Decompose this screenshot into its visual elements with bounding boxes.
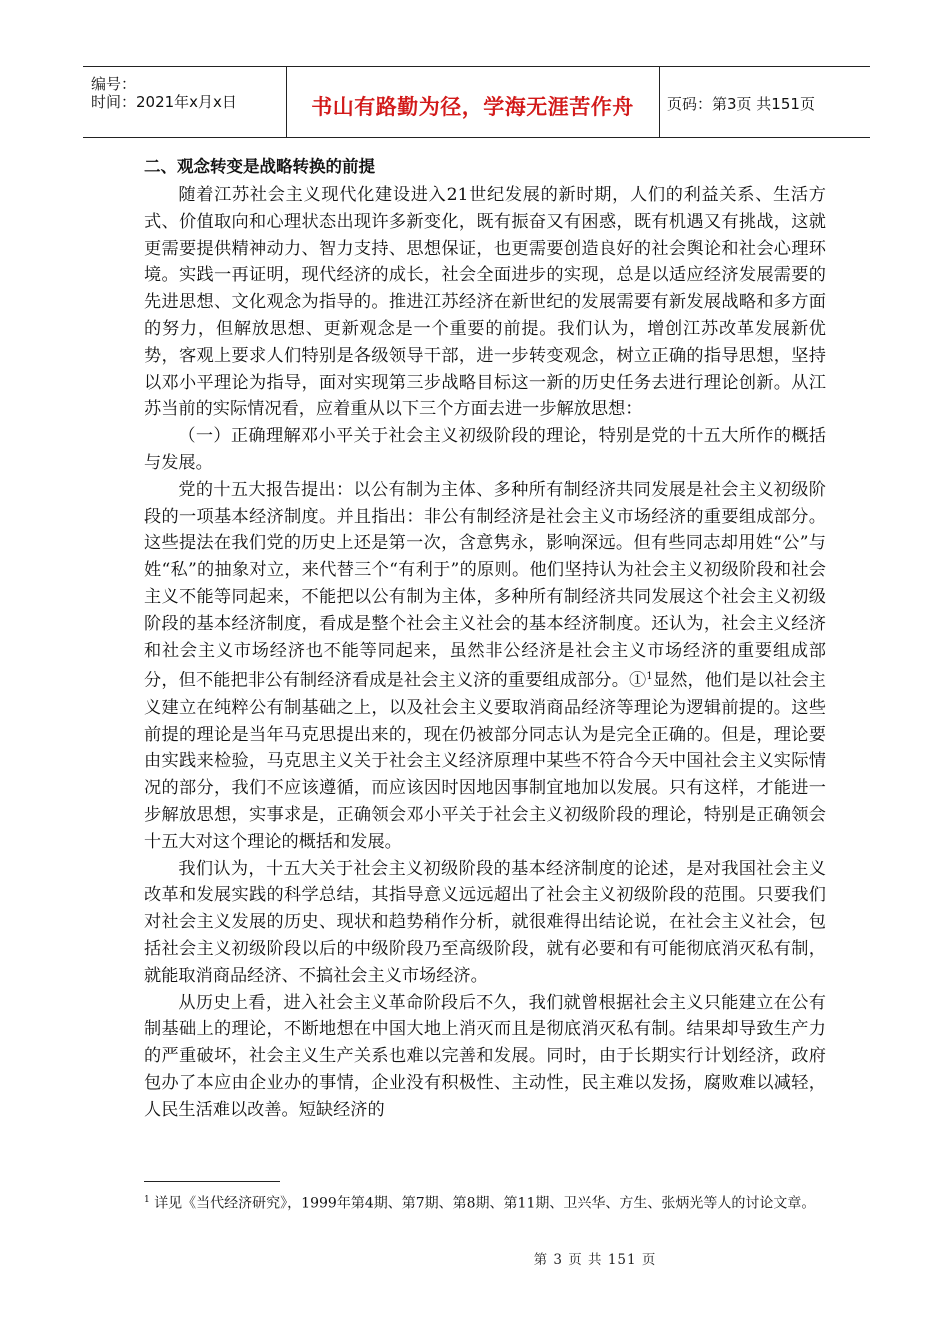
page-footer: 第 3 页 共 151 页	[533, 1252, 657, 1268]
header-motto-cell	[286, 67, 660, 137]
serial-label: 编号：	[91, 75, 137, 93]
paragraph-with-footnote	[144, 477, 826, 856]
paragraph: （一）正确理解邓小平关于社会主义初级阶段的理论，特别是党的十五大所作的概括与发展。	[144, 426, 826, 473]
paragraph-text: 党的十五大报告提出：以公有制为主体、多种所有制经济共同发展是社会主义初级阶段的一项基本经济制度。并且指出：非公有制经济是社会主义市场经济的重要组成部分。这些提法在我们党的历史上还是第一次，含意隽永，影响深远。但有些同志却用姓“公”与姓“私”的抽象对立，来代替三个“有利于”的原则。他们坚持认为社会主义初级阶段和社会主义不能等同起来，不能把以公有制为主体，多种所有制经济共同发展这个社会主义初级阶段的基本经济制度，看成是整个社会主义社会的基本经济制度。还认为，社会主义经济和社会主义市场经济也不能等同起来，虽然非公经济是社会主义市场经济的重要组成部分，但不能把非公有制经济看成是社会主义济的重要组成部分。①	[144, 479, 826, 692]
motto: 书山有路勤为径，学海无涯苦作舟	[311, 95, 634, 119]
footnote	[144, 1188, 826, 1216]
paragraph-text: 显然，他们是以社会主义建立在纯粹公有制基础之上，以及社会主义要取消商品经济等理论为逻辑前提的。这些前提的理论是当年马克思提出来的，现在仍被部分同志认为是完全正确的。但是，理论要由实践来检验，马克思主义关于社会主义经济原理中某些不符合今天中国社会主义实际情况的部分，我们不应该遵循，而应该因时因地因事制宜地加以发展。只有这样，才能进一步解放思想，实事求是，正确领会邓小平关于社会主义初级阶段的理论，特别是正确领会十五大对这个理论的概括和发展。	[144, 671, 826, 852]
footnote-text: 详见《当代经济研究》，1999年第4期、第7期、第8期、第11期、卫兴华、方生、张炳光等人的讨论文章。	[154, 1195, 816, 1212]
paragraph: 我们认为，十五大关于社会主义初级阶段的基本经济制度的论述，是对我国社会主义改革和发展实践的科学总结，其指导意义远远超出了社会主义初级阶段的范围。只要我们对社会主义发展的历史、现状和趋势稍作分析，就很难得出结论说，在社会主义社会，包括社会主义初级阶段以后的中级阶段乃至高级阶段，就有必要和有可能彻底消灭私有制，就能取消商品经济、不搞社会主义市场经济。	[144, 858, 826, 986]
footnote-separator	[144, 1181, 280, 1182]
footnote-mark: 1	[144, 1195, 150, 1205]
paragraph: 随着江苏社会主义现代化建设进入21世纪发展的新时期，人们的利益关系、生活方式、价值取向和心理状态出现许多新变化，既有振奋又有困惑，既有机遇又有挑战，这就更需要提供精神动力、智力支持、思想保证，也更需要创造良好的社会舆论和社会心理环境。实践一再证明，现代经济的成长，社会全面进步的实现，总是以适应经济发展需要的先进思想、文化观念为指导的。推进江苏经济在新世纪的发展需要有新发展战略和多方面的努力，但解放思想、更新观念是一个重要的前提。我们认为，增创江苏改革发展新优势，客观上要求人们特别是各级领导干部，进一步转变观念，树立正确的指导思想，坚持以邓小平理论为指导，面对实现第三步战略目标这一新的历史任务去进行理论创新。从江苏当前的实际情况看，应着重从以下三个方面去进一步解放思想：	[144, 185, 826, 420]
footnote-reference: 1	[646, 671, 653, 683]
header-left-cell	[83, 67, 287, 137]
document-body	[144, 154, 826, 1124]
paragraph: 从历史上看，进入社会主义革命阶段后不久，我们就曾根据社会主义只能建立在公有制基础上的理论，不断地想在中国大地上消灭而且是彻底消灭私有制。结果却导致生产力的严重破坏，社会主义生产关系也难以完善和发展。同时，由于长期实行计划经济，政府包办了本应由企业办的事情，企业没有积极性、主动性，民主难以发扬，腐败难以减轻，人民生活难以改善。短缺经济的	[144, 992, 826, 1120]
page-info: 页码：第3页 共151页	[667, 95, 815, 113]
section-heading: 二、观念转变是战略转换的前提	[144, 157, 375, 176]
document-header	[83, 66, 870, 138]
header-right-cell	[659, 67, 870, 137]
time-label: 时间：2021年x月x日	[91, 93, 237, 111]
